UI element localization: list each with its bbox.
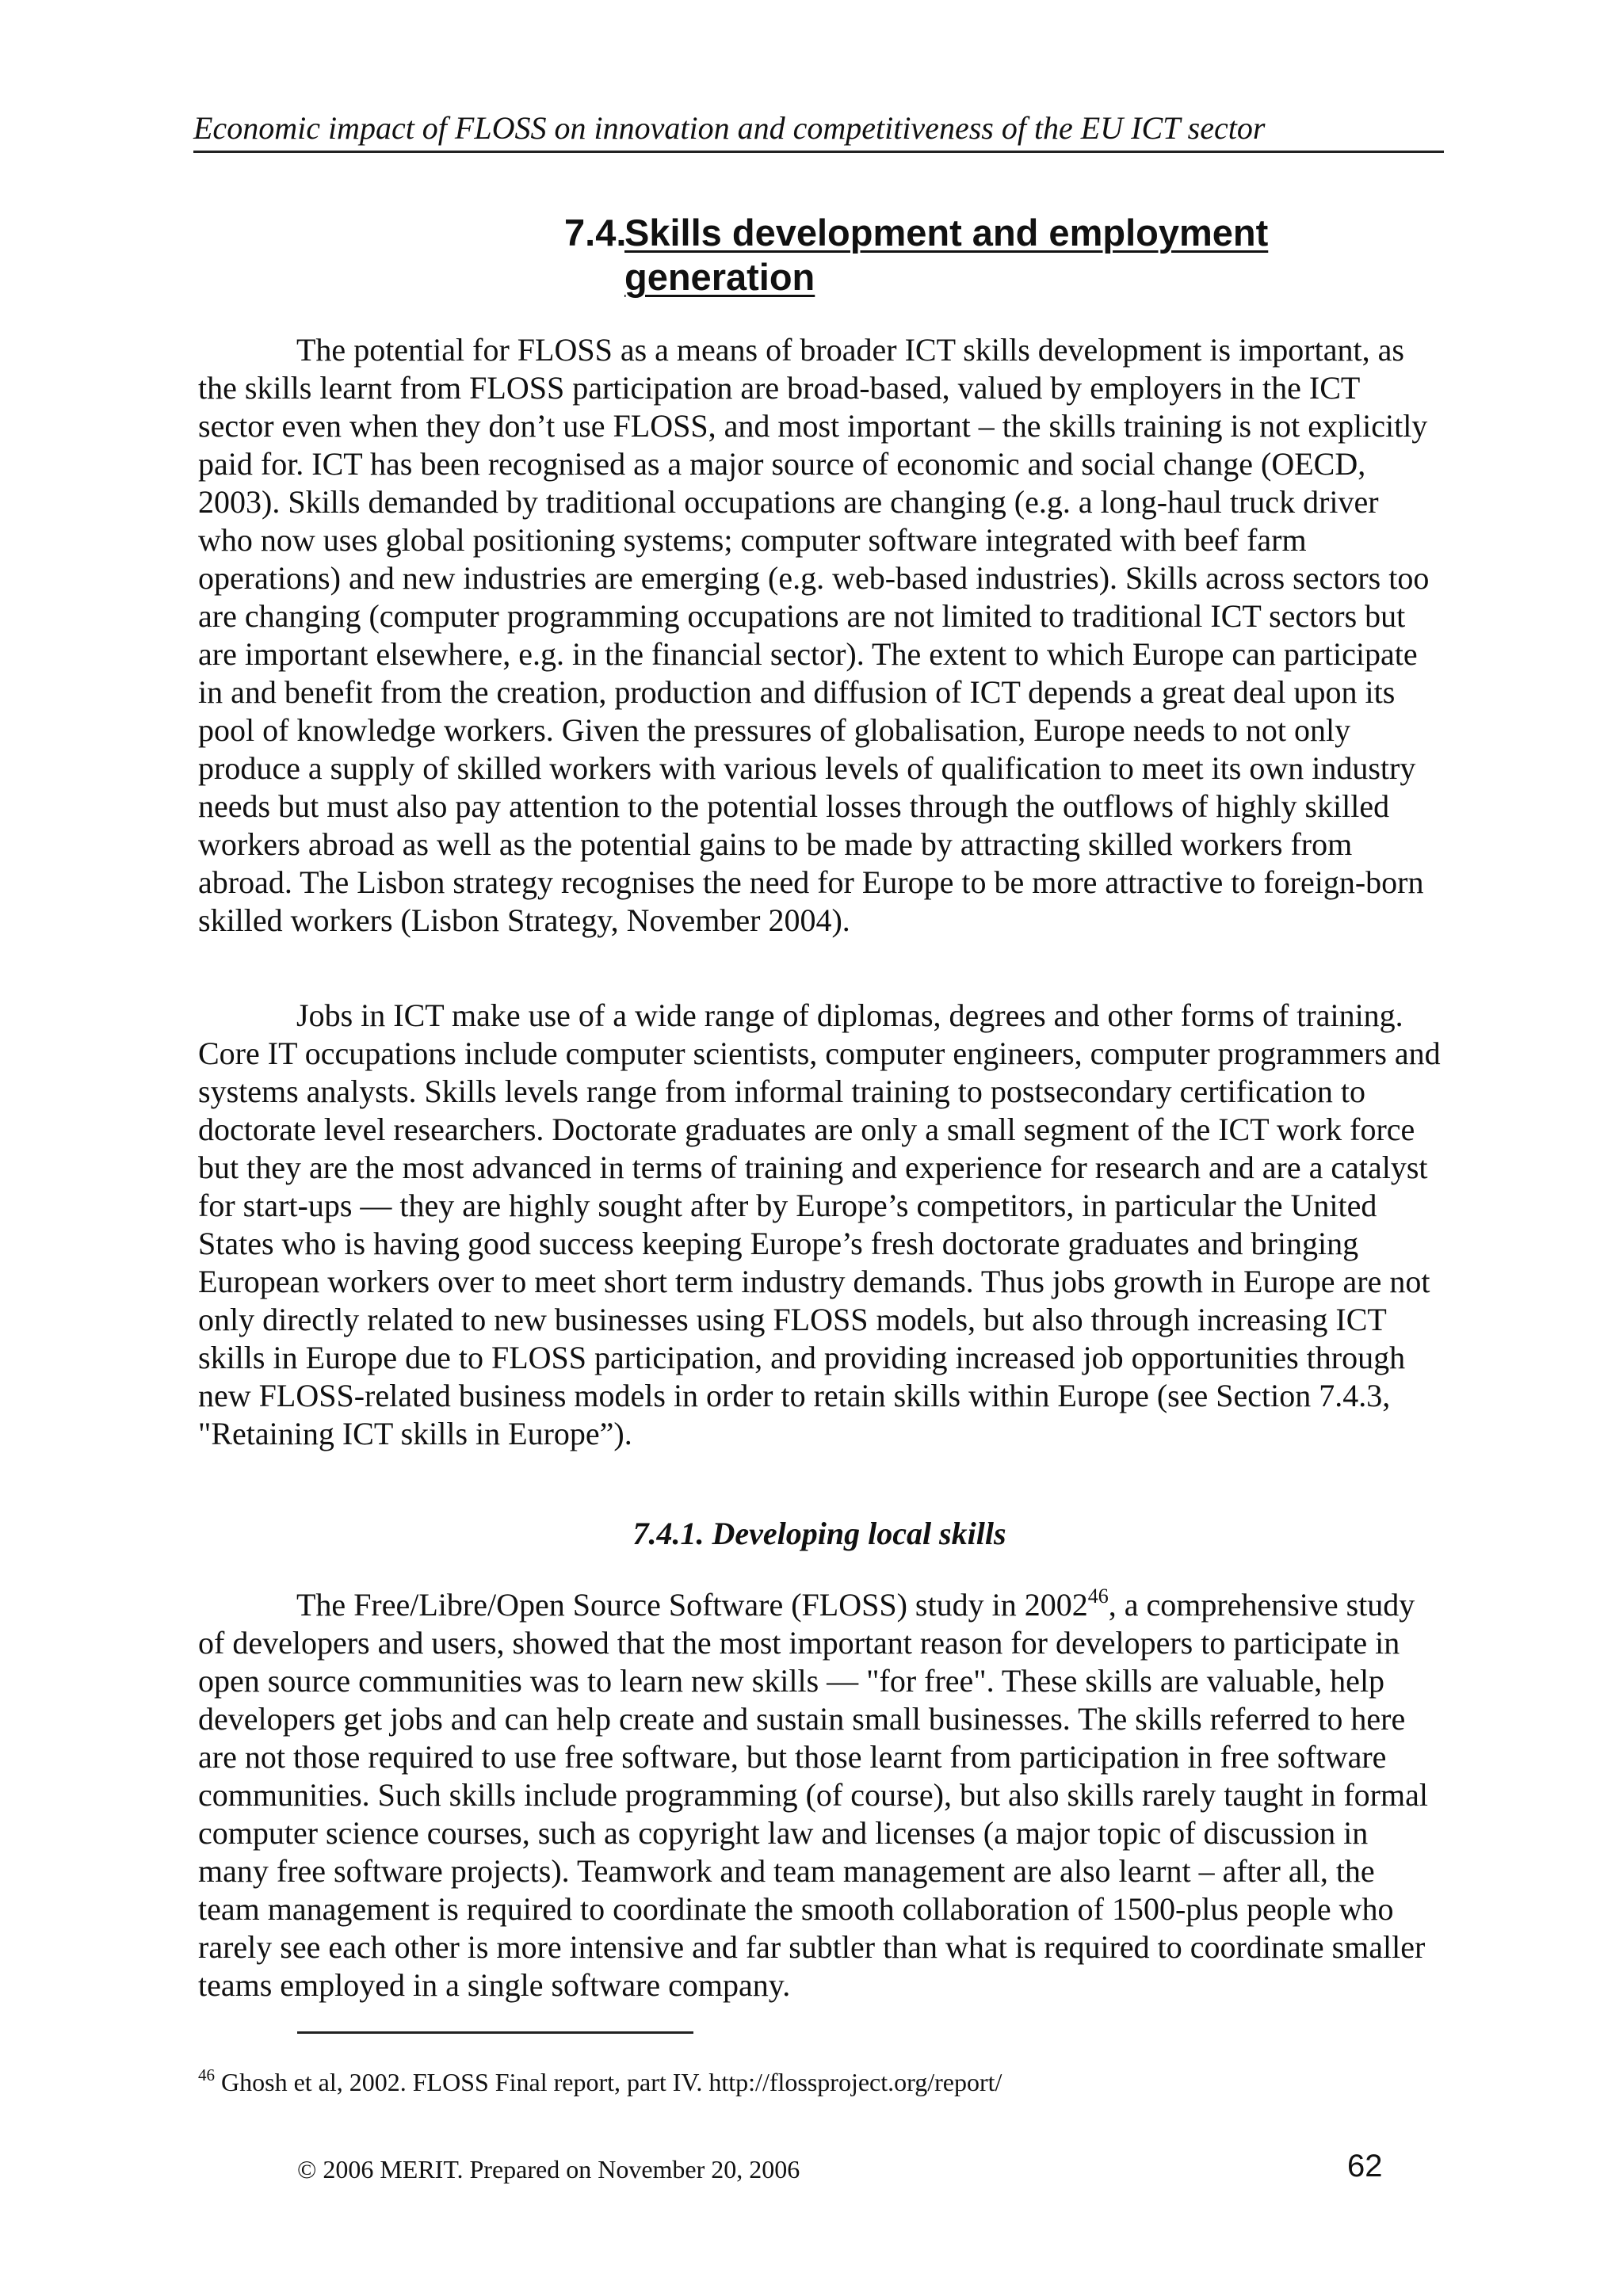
footnote (198, 2066, 1441, 2098)
section-number: 7.4. (564, 212, 627, 254)
footnote-separator (297, 2031, 693, 2034)
paragraph-text: The potential for FLOSS as a means of broader ICT skills development is important, as the skills learnt from FLOSS participation are broad-based, valued by employers in the ICT sector even when they don’t use FLOSS, and most important – the skills training is not explicitly paid for. ICT has been recognised as a major source of economic and social change (OECD, 2003). Skills demanded by traditional occupations are changing (e.g. a long-haul truck driver who now uses global positioning systems; computer software integrated with beef farm operations) and new industries are emerging (e.g. web-based industries). Skills across sectors too are changing (computer programming occupations are not limited to traditional ICT sectors but are important elsewhere, e.g. in the financial sector). The extent to which Europe can participate in and benefit from the creation, production and diffusion of ICT depends a great deal upon its pool of knowledge workers. Given the pressures of globalisation, Europe needs to not only produce a supply of skilled workers with various levels of qualification to meet its own industry needs but must also pay attention to the potential losses through the outflows of highly skilled workers abroad as well as the potential gains to be made by attracting skilled workers from abroad. The Lisbon strategy recognises the need for Europe to be more attractive to foreign-born skilled workers (Lisbon Strategy, November 2004). (198, 332, 1430, 938)
footnote-text: Ghosh et al, 2002. FLOSS Final report, part IV. http://flossproject.org/report/ (215, 2068, 1002, 2096)
running-header: Economic impact of FLOSS on innovation and competitiveness of the EU ICT sector (193, 109, 1444, 153)
paragraph-potential-floss (198, 331, 1441, 940)
page-number: 62 (1347, 2149, 1383, 2183)
paragraph-jobs-in-ict (198, 997, 1441, 1453)
paragraph-floss-study (198, 1586, 1441, 2004)
paragraph-text: The Free/Libre/Open Source Software (FLOSS) study in 2002 (296, 1587, 1088, 1623)
footnote-reference[interactable]: 46 (1087, 1585, 1109, 1608)
footnote-marker: 46 (198, 2065, 215, 2084)
section-title-line2-text: generation (624, 256, 815, 298)
section-heading (564, 211, 1357, 299)
subsection-heading: 7.4.1. Developing local skills (632, 1516, 1006, 1551)
footer-copyright: © 2006 MERIT. Prepared on November 20, 2006 (297, 2155, 800, 2183)
section-title-line1: Skills development and employment (624, 212, 1269, 254)
paragraph-text: Jobs in ICT make use of a wide range of diplomas, degrees and other forms of training. Core IT occupations include computer scientists, computer engineers, computer programmers and systems analysts. Skills levels range from informal training to postsecondary certification to doctorate level researchers. Doctorate graduates are only a small segment of the ICT work force but they are the most advanced in terms of training and experience for research and are a catalyst for start-ups — they are highly sought after by Europe’s competitors, in particular the United States who is having good success keeping Europe’s fresh doctorate graduates and bringing European workers over to meet short term industry demands. Thus jobs growth in Europe are not only directly related to new businesses using FLOSS models, but also through increasing ICT skills in Europe due to FLOSS participation, and providing increased job opportunities through new FLOSS-related business models in order to retain skills within Europe (see Section 7.4.3, "Retaining ICT skills in Europe”). (198, 997, 1441, 1451)
paragraph-text-continued: , a comprehensive study of developers and users, showed that the most important reason for developers to participate in open source communities was to learn new skills — "for free". These skills are valuable, help developers get jobs and can help create and sustain small businesses. The skills referred to here are not those required to use free software, but those learnt from participation in free software communities. Such skills include programming (of course), but also skills rarely taught in formal computer science courses, such as copyright law and licenses (a major topic of discussion in many free software projects). Teamwork and team management are also learnt – after all, the team management is required to coordinate the smooth collaboration of 1500-plus people who rarely see each other is more intensive and far subtler than what is required to coordinate smaller teams employed in a single software company. (198, 1587, 1428, 2003)
section-title-line2 (564, 255, 1357, 299)
